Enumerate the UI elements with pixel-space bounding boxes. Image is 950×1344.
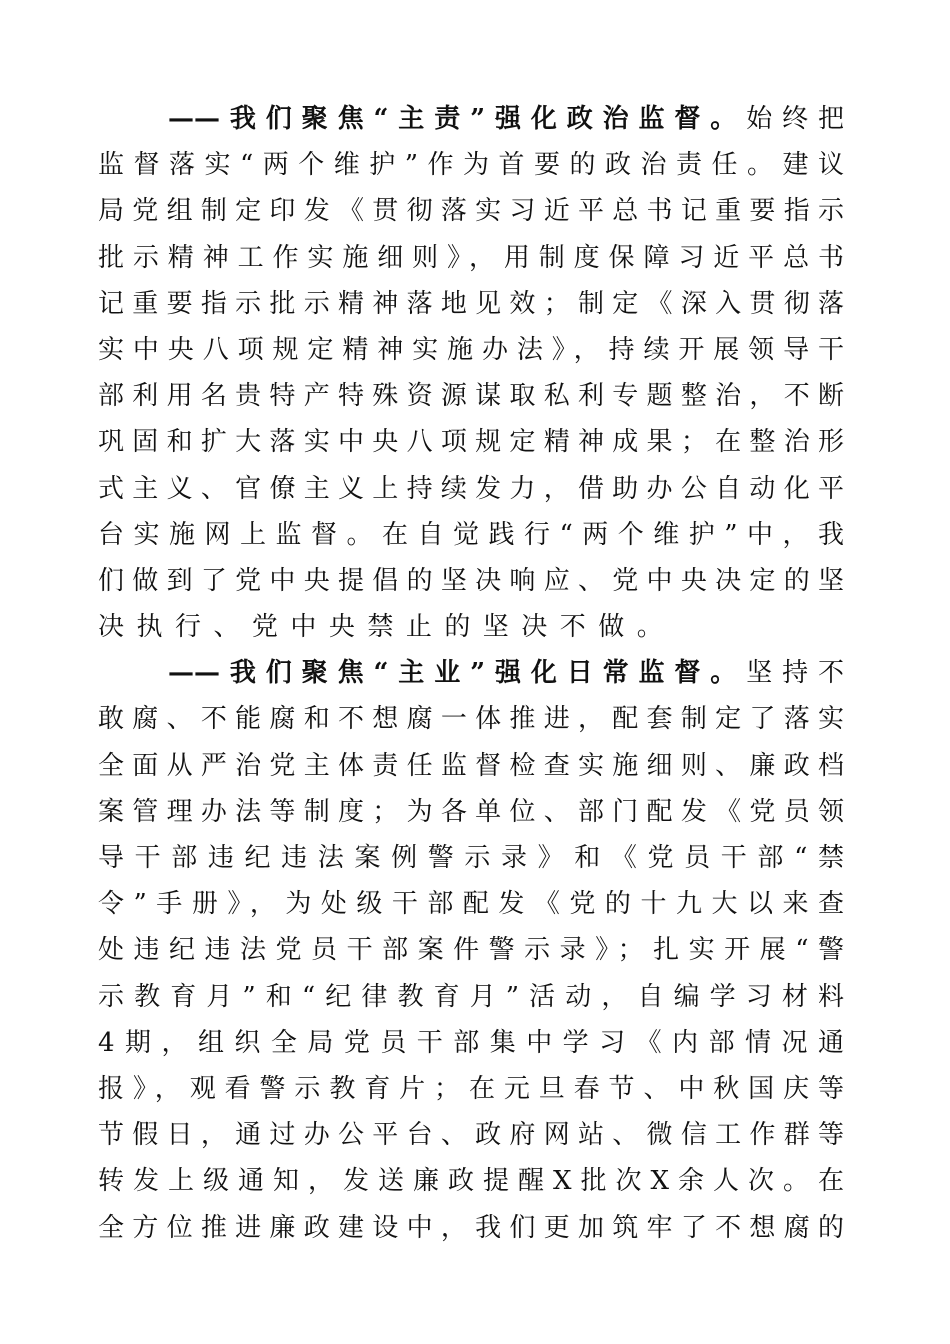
paragraph-line: 巩固和扩大落实中央八项规定精神成果；在整治形 (98, 427, 844, 458)
paragraph-line: 局党组制定印发《贯彻落实习近平总书记重要指示 (98, 196, 844, 227)
line-text: 始终把 (746, 104, 844, 134)
paragraph-line: 导干部违纪违法案例警示录》和《党员干部“禁 (98, 843, 844, 873)
paragraph-line: 们做到了党中央提倡的坚决响应、党中央决定的坚 (98, 565, 844, 596)
paragraph-line: 式主义、官僚主义上持续发力，借助办公自动化平 (98, 473, 844, 504)
paragraph-line: 敢腐、不能腐和不想腐一体推进，配套制定了落实 (98, 704, 844, 735)
section-heading: ——我们聚焦“主业”强化日常监督。 (168, 658, 747, 689)
paragraph-line: 报》，观看警示教育片；在元旦春节、中秋国庆等 (98, 1073, 844, 1104)
paragraph-line: 转发上级通知，发送廉政提醒X批次X余人次。在 (98, 1166, 844, 1197)
paragraph-line: 全面从严治党主体责任监督检查实施细则、廉政档 (98, 750, 844, 781)
section-heading: ——我们聚焦“主责”强化政治监督。 (168, 104, 747, 134)
paragraph-line: 决执行、党中央禁止的坚决不做。 (98, 612, 676, 643)
paragraph-line: 令”手册》，为处级干部配发《党的十九大以来查 (98, 889, 844, 920)
paragraph-line: 批示精神工作实施细则》，用制度保障习近平总书 (98, 242, 844, 273)
line-text: 坚持不 (746, 658, 844, 689)
paragraph-line: 节假日，通过办公平台、政府网站、微信工作群等 (98, 1120, 844, 1151)
paragraph-line: 监督落实“两个维护”作为首要的政治责任。建议 (98, 150, 844, 181)
paragraph-line: 部利用名贵特产特殊资源谋取私利专题整治，不断 (98, 381, 844, 412)
paragraph-daily-supervision (98, 650, 844, 1250)
paragraph-line: 处违纪违法党员干部案件警示录》；扎实开展“警 (98, 935, 844, 966)
paragraph-line: 台实施网上监督。在自觉践行“两个维护”中，我 (98, 519, 844, 550)
paragraph-line (98, 96, 844, 142)
document-body (98, 96, 844, 1251)
paragraph-line: 案管理办法等制度；为各单位、部门配发《党员领 (98, 796, 844, 827)
paragraph-political-supervision (98, 96, 844, 650)
paragraph-line: 全方位推进廉政建设中，我们更加筑牢了不想腐的 (98, 1212, 844, 1243)
paragraph-line: 4期，组织全局党员干部集中学习《内部情况通 (98, 1027, 844, 1058)
paragraph-line (98, 650, 844, 696)
paragraph-line: 示教育月”和“纪律教育月”活动，自编学习材料 (98, 981, 844, 1012)
paragraph-line: 实中央八项规定精神实施办法》，持续开展领导干 (98, 334, 844, 365)
paragraph-line: 记重要指示批示精神落地见效；制定《深入贯彻落 (98, 288, 844, 319)
